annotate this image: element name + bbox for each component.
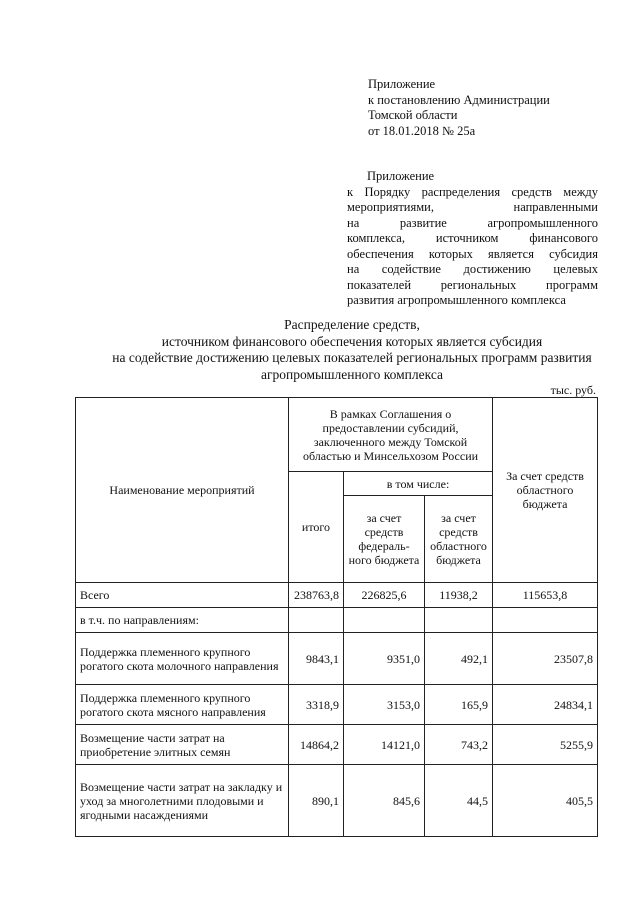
appendix-line: Томской области: [368, 108, 458, 122]
header-regional-budget: За счет средств областного бюджета: [493, 398, 598, 583]
row-regional: 405,5: [493, 765, 598, 837]
header-name: Наименование мероприятий: [76, 398, 289, 583]
row-name: Поддержка племенного крупного рогатого скота мясного направления: [76, 685, 289, 725]
header-federal-budget: за счет средств федераль-ного бюджета: [344, 496, 425, 583]
appendix-line: обеспечения которых является субсидия: [347, 246, 598, 261]
title-line: источником финансового обеспечения которых является субсидия: [161, 333, 543, 349]
row-name: Возмещение части затрат на приобретение элитных семян: [76, 725, 289, 765]
row-regional: 5255,9: [493, 725, 598, 765]
appendix-line: Приложение: [368, 77, 436, 91]
row-federal: 845,6: [344, 765, 425, 837]
row-total: 14864,2: [289, 725, 344, 765]
row-name: в т.ч. по направлениям:: [76, 608, 289, 633]
header-oblast-budget: за счет средств областного бюджета: [425, 496, 493, 583]
row-oblast: 44,5: [425, 765, 493, 837]
row-federal: 3153,0: [344, 685, 425, 725]
row-total: [289, 608, 344, 633]
table-row: [76, 633, 598, 685]
appendix-line: на содействие достижению целевых: [347, 262, 598, 276]
title-line: агропромышленного комплекса: [261, 366, 443, 382]
row-name: Возмещение части затрат на закладку и уход за многолетними плодовыми и ягодными насаждениями: [76, 765, 289, 837]
row-federal: 226825,6: [344, 583, 425, 608]
header-including: в том числе:: [344, 472, 493, 496]
row-oblast: [425, 608, 493, 633]
header-agreement: В рамках Соглашения о предоставлении субсидий, заключенного между Томской областью и Минсельхозом России: [289, 398, 493, 472]
title-line: на содействие достижению целевых показателей региональных программ развития: [112, 350, 592, 365]
row-oblast: 11938,2: [425, 583, 493, 608]
row-regional: [493, 608, 598, 633]
appendix-line: показателей региональных программ: [347, 277, 598, 292]
row-regional: 115653,8: [493, 583, 598, 608]
row-total: 890,1: [289, 765, 344, 837]
row-name: Поддержка племенного крупного рогатого скота молочного направления: [76, 633, 289, 685]
appendix-line: к постановлению Администрации: [368, 92, 550, 107]
row-regional: 24834,1: [493, 685, 598, 725]
row-federal: [344, 608, 425, 633]
appendix-line: от 18.01.2018 № 25а: [368, 123, 476, 138]
row-oblast: 165,9: [425, 685, 493, 725]
header-total: итого: [289, 472, 344, 583]
appendix-line: комплекса, источником финансового: [347, 231, 598, 245]
row-oblast: 743,2: [425, 725, 493, 765]
row-name: Всего: [76, 583, 289, 608]
row-regional: 23507,8: [493, 633, 598, 685]
title-line: Распределение средств,: [284, 317, 420, 332]
units-label: тыс. руб.: [550, 383, 596, 397]
row-federal: 14121,0: [344, 725, 425, 765]
document-title: [74, 317, 630, 383]
appendix-line: мероприятиями, направленными: [347, 200, 598, 214]
row-total: 238763,8: [289, 583, 344, 608]
distribution-table: [75, 397, 598, 837]
row-total: 3318,9: [289, 685, 344, 725]
table-row: [76, 608, 598, 633]
appendix-line: на развитие агропромышленного: [347, 215, 598, 230]
table-row: [76, 685, 598, 725]
table-row: [76, 725, 598, 765]
table-row: [76, 765, 598, 837]
row-oblast: 492,1: [425, 633, 493, 685]
row-federal: 9351,0: [344, 633, 425, 685]
appendix-line: развития агропромышленного комплекса: [347, 293, 566, 307]
appendix-header-procedure: [347, 169, 598, 309]
appendix-title: Приложение: [367, 169, 435, 183]
appendix-header-resolution: [368, 77, 598, 139]
row-total: 9843,1: [289, 633, 344, 685]
table-row: [76, 583, 598, 608]
appendix-line: к Порядку распределения средств между: [347, 184, 598, 199]
